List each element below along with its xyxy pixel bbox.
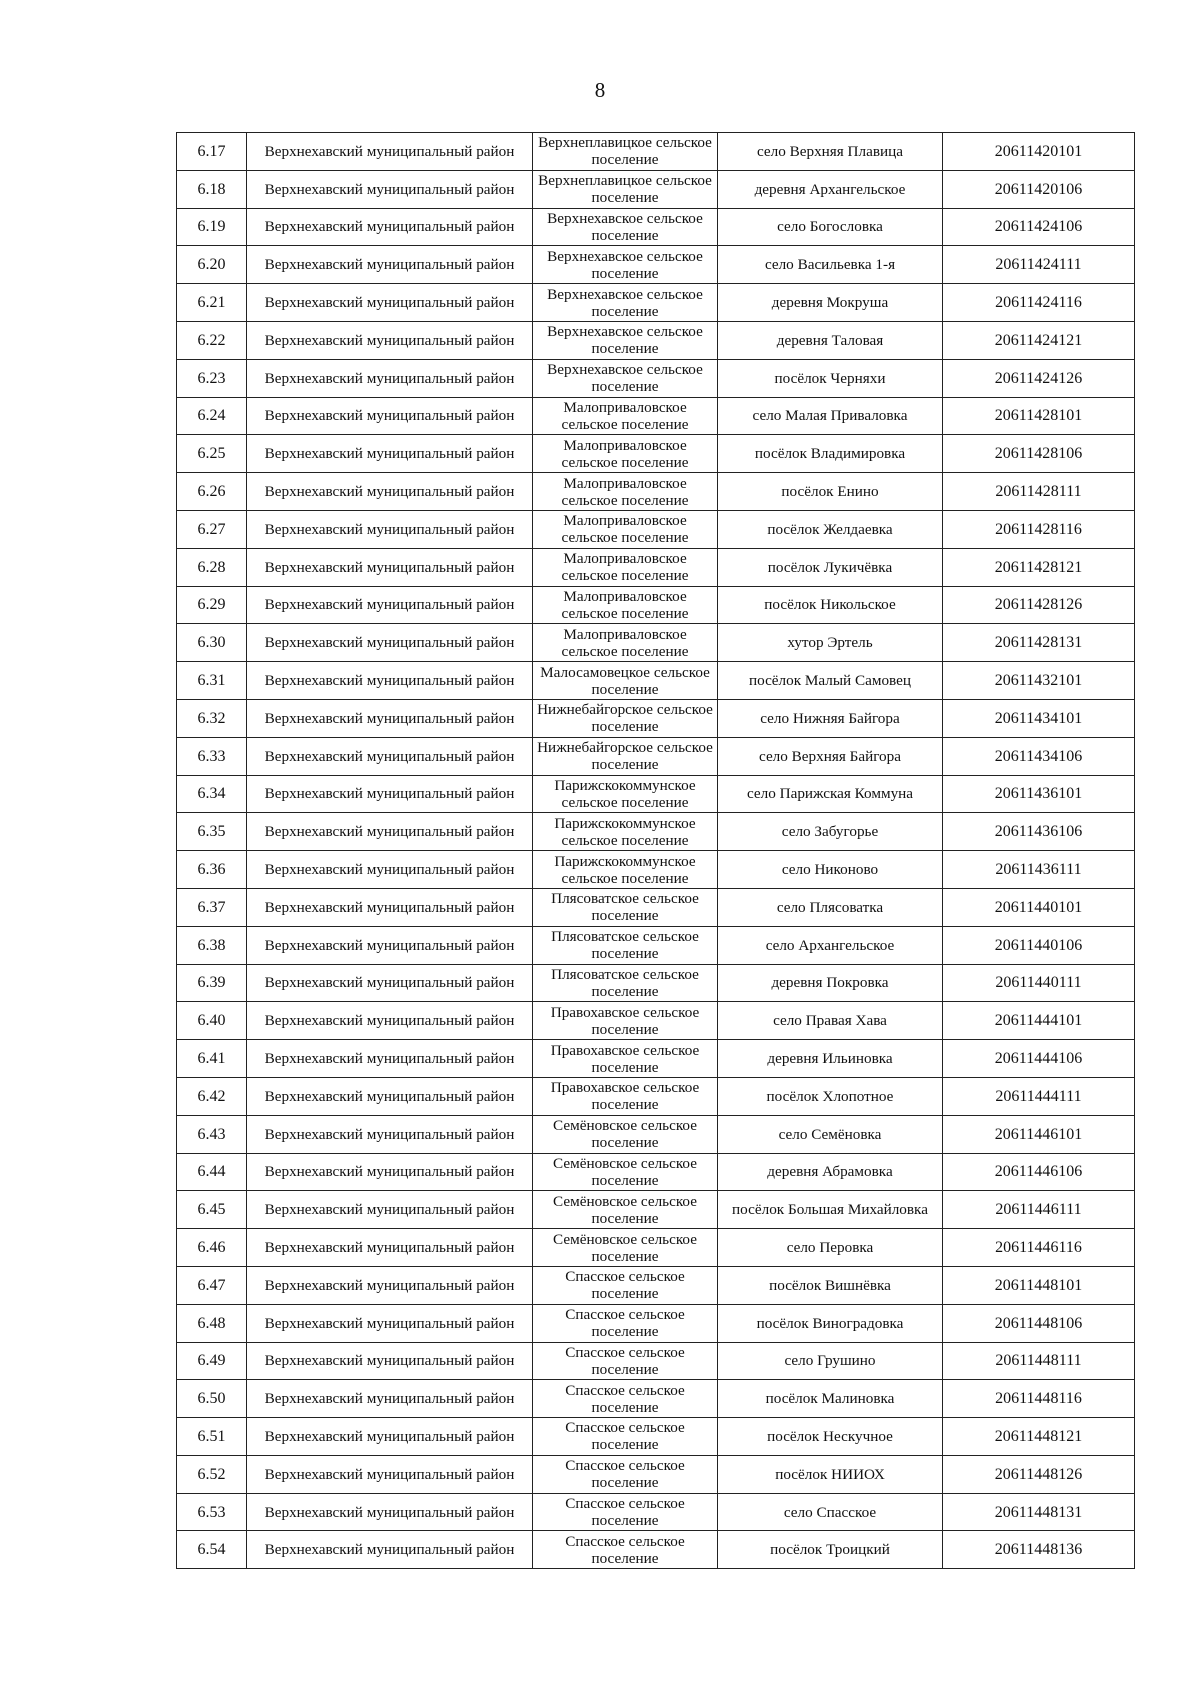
locality-cell: посёлок Малый Самовец xyxy=(718,662,943,700)
settlement-cell: Правохавское сельское поселение xyxy=(533,1040,718,1078)
district-cell: Верхнехавский муниципальный район xyxy=(247,1153,533,1191)
table-row xyxy=(177,208,1135,246)
oktmo-code-cell: 20611436106 xyxy=(943,813,1135,851)
district-cell: Верхнехавский муниципальный район xyxy=(247,208,533,246)
row-number-cell: 6.17 xyxy=(177,133,247,171)
oktmo-code-cell: 20611448126 xyxy=(943,1455,1135,1493)
district-cell: Верхнехавский муниципальный район xyxy=(247,888,533,926)
locality-cell: посёлок Никольское xyxy=(718,586,943,624)
district-cell: Верхнехавский муниципальный район xyxy=(247,1229,533,1267)
settlement-cell: Парижскокоммунское сельское поселение xyxy=(533,775,718,813)
table-row xyxy=(177,170,1135,208)
table-row xyxy=(177,510,1135,548)
district-cell: Верхнехавский муниципальный район xyxy=(247,1418,533,1456)
row-number-cell: 6.46 xyxy=(177,1229,247,1267)
district-cell: Верхнехавский муниципальный район xyxy=(247,359,533,397)
district-cell: Верхнехавский муниципальный район xyxy=(247,473,533,511)
district-cell: Верхнехавский муниципальный район xyxy=(247,1002,533,1040)
row-number-cell: 6.51 xyxy=(177,1418,247,1456)
locality-cell: посёлок Черняхи xyxy=(718,359,943,397)
table-row xyxy=(177,133,1135,171)
row-number-cell: 6.21 xyxy=(177,284,247,322)
oktmo-code-cell: 20611434106 xyxy=(943,737,1135,775)
table-row xyxy=(177,321,1135,359)
district-cell: Верхнехавский муниципальный район xyxy=(247,435,533,473)
district-cell: Верхнехавский муниципальный район xyxy=(247,813,533,851)
settlement-cell: Верхнехавское сельское поселение xyxy=(533,208,718,246)
locality-cell: село Никоново xyxy=(718,851,943,889)
locality-cell: село Верхняя Плавица xyxy=(718,133,943,171)
locality-cell: посёлок Нескучное xyxy=(718,1418,943,1456)
oktmo-code-cell: 20611448131 xyxy=(943,1493,1135,1531)
table-body xyxy=(177,133,1135,1569)
table-row xyxy=(177,586,1135,624)
settlement-cell: Малосамовецкое сельское поселение xyxy=(533,662,718,700)
oktmo-code-cell: 20611428106 xyxy=(943,435,1135,473)
oktmo-code-cell: 20611424126 xyxy=(943,359,1135,397)
oktmo-code-cell: 20611444101 xyxy=(943,1002,1135,1040)
district-cell: Верхнехавский муниципальный район xyxy=(247,1304,533,1342)
locality-cell: посёлок Вишнёвка xyxy=(718,1266,943,1304)
row-number-cell: 6.32 xyxy=(177,699,247,737)
table-row xyxy=(177,1304,1135,1342)
locality-cell: деревня Абрамовка xyxy=(718,1153,943,1191)
locality-cell: село Плясоватка xyxy=(718,888,943,926)
district-cell: Верхнехавский муниципальный район xyxy=(247,170,533,208)
oktmo-code-cell: 20611448136 xyxy=(943,1531,1135,1569)
oktmo-code-cell: 20611420106 xyxy=(943,170,1135,208)
table-row xyxy=(177,1493,1135,1531)
row-number-cell: 6.35 xyxy=(177,813,247,851)
oktmo-code-cell: 20611428101 xyxy=(943,397,1135,435)
row-number-cell: 6.23 xyxy=(177,359,247,397)
settlement-cell: Малоприваловское сельское поселение xyxy=(533,510,718,548)
oktmo-code-cell: 20611448121 xyxy=(943,1418,1135,1456)
locality-cell: село Правая Хава xyxy=(718,1002,943,1040)
row-number-cell: 6.49 xyxy=(177,1342,247,1380)
settlement-cell: Малоприваловское сельское поселение xyxy=(533,473,718,511)
oktmo-code-cell: 20611444111 xyxy=(943,1077,1135,1115)
settlement-cell: Спасское сельское поселение xyxy=(533,1455,718,1493)
district-cell: Верхнехавский муниципальный район xyxy=(247,964,533,1002)
table-row xyxy=(177,1229,1135,1267)
row-number-cell: 6.28 xyxy=(177,548,247,586)
locality-cell: село Спасское xyxy=(718,1493,943,1531)
settlement-cell: Малоприваловское сельское поселение xyxy=(533,586,718,624)
table-row xyxy=(177,1380,1135,1418)
oktmo-code-cell: 20611428121 xyxy=(943,548,1135,586)
oktmo-code-cell: 20611440106 xyxy=(943,926,1135,964)
table-row xyxy=(177,737,1135,775)
oktmo-code-cell: 20611446116 xyxy=(943,1229,1135,1267)
settlement-cell: Семёновское сельское поселение xyxy=(533,1153,718,1191)
oktmo-code-cell: 20611446106 xyxy=(943,1153,1135,1191)
oktmo-code-cell: 20611448111 xyxy=(943,1342,1135,1380)
row-number-cell: 6.38 xyxy=(177,926,247,964)
table-row xyxy=(177,813,1135,851)
table-row xyxy=(177,246,1135,284)
district-cell: Верхнехавский муниципальный район xyxy=(247,1455,533,1493)
table-row xyxy=(177,1115,1135,1153)
district-cell: Верхнехавский муниципальный район xyxy=(247,321,533,359)
table-row xyxy=(177,1077,1135,1115)
table-row xyxy=(177,1455,1135,1493)
district-cell: Верхнехавский муниципальный район xyxy=(247,1040,533,1078)
table-row xyxy=(177,1531,1135,1569)
oktmo-code-cell: 20611434101 xyxy=(943,699,1135,737)
row-number-cell: 6.40 xyxy=(177,1002,247,1040)
row-number-cell: 6.54 xyxy=(177,1531,247,1569)
settlement-cell: Плясоватское сельское поселение xyxy=(533,964,718,1002)
locality-cell: хутор Эртель xyxy=(718,624,943,662)
oktmo-code-cell: 20611446101 xyxy=(943,1115,1135,1153)
row-number-cell: 6.53 xyxy=(177,1493,247,1531)
district-cell: Верхнехавский муниципальный район xyxy=(247,397,533,435)
row-number-cell: 6.37 xyxy=(177,888,247,926)
oktmo-code-cell: 20611428126 xyxy=(943,586,1135,624)
settlement-cell: Верхнехавское сельское поселение xyxy=(533,246,718,284)
locality-cell: село Парижская Коммуна xyxy=(718,775,943,813)
locality-cell: деревня Покровка xyxy=(718,964,943,1002)
locality-cell: посёлок Виноградовка xyxy=(718,1304,943,1342)
table-row xyxy=(177,435,1135,473)
oktmo-code-cell: 20611446111 xyxy=(943,1191,1135,1229)
table-row xyxy=(177,624,1135,662)
row-number-cell: 6.31 xyxy=(177,662,247,700)
settlement-cell: Малоприваловское сельское поселение xyxy=(533,397,718,435)
table-row xyxy=(177,699,1135,737)
district-cell: Верхнехавский муниципальный район xyxy=(247,624,533,662)
settlement-cell: Плясоватское сельское поселение xyxy=(533,926,718,964)
table-row xyxy=(177,473,1135,511)
table-row xyxy=(177,1418,1135,1456)
settlement-cell: Спасское сельское поселение xyxy=(533,1380,718,1418)
row-number-cell: 6.39 xyxy=(177,964,247,1002)
oktmo-code-cell: 20611436101 xyxy=(943,775,1135,813)
table-row xyxy=(177,775,1135,813)
settlement-cell: Плясоватское сельское поселение xyxy=(533,888,718,926)
table-row xyxy=(177,1342,1135,1380)
locality-cell: деревня Ильиновка xyxy=(718,1040,943,1078)
district-cell: Верхнехавский муниципальный район xyxy=(247,1493,533,1531)
locality-cell: деревня Архангельское xyxy=(718,170,943,208)
district-cell: Верхнехавский муниципальный район xyxy=(247,510,533,548)
row-number-cell: 6.26 xyxy=(177,473,247,511)
locality-cell: село Архангельское xyxy=(718,926,943,964)
oktmo-code-cell: 20611424106 xyxy=(943,208,1135,246)
table-row xyxy=(177,1040,1135,1078)
district-cell: Верхнехавский муниципальный район xyxy=(247,662,533,700)
settlement-cell: Нижнебайгорское сельское поселение xyxy=(533,737,718,775)
localities-table xyxy=(176,132,1135,1569)
row-number-cell: 6.25 xyxy=(177,435,247,473)
row-number-cell: 6.41 xyxy=(177,1040,247,1078)
table-row xyxy=(177,851,1135,889)
row-number-cell: 6.44 xyxy=(177,1153,247,1191)
oktmo-code-cell: 20611428116 xyxy=(943,510,1135,548)
settlement-cell: Спасское сельское поселение xyxy=(533,1342,718,1380)
oktmo-code-cell: 20611448106 xyxy=(943,1304,1135,1342)
district-cell: Верхнехавский муниципальный район xyxy=(247,586,533,624)
locality-cell: деревня Таловая xyxy=(718,321,943,359)
locality-cell: село Забугорье xyxy=(718,813,943,851)
settlement-cell: Малоприваловское сельское поселение xyxy=(533,435,718,473)
row-number-cell: 6.47 xyxy=(177,1266,247,1304)
district-cell: Верхнехавский муниципальный район xyxy=(247,133,533,171)
district-cell: Верхнехавский муниципальный район xyxy=(247,775,533,813)
row-number-cell: 6.22 xyxy=(177,321,247,359)
locality-cell: село Нижняя Байгора xyxy=(718,699,943,737)
locality-cell: посёлок Владимировка xyxy=(718,435,943,473)
locality-cell: село Перовка xyxy=(718,1229,943,1267)
row-number-cell: 6.45 xyxy=(177,1191,247,1229)
settlement-cell: Парижскокоммунское сельское поселение xyxy=(533,813,718,851)
district-cell: Верхнехавский муниципальный район xyxy=(247,548,533,586)
oktmo-code-cell: 20611420101 xyxy=(943,133,1135,171)
locality-cell: посёлок Малиновка xyxy=(718,1380,943,1418)
settlement-cell: Спасское сельское поселение xyxy=(533,1418,718,1456)
oktmo-code-cell: 20611424121 xyxy=(943,321,1135,359)
locality-cell: деревня Мокруша xyxy=(718,284,943,322)
settlement-cell: Семёновское сельское поселение xyxy=(533,1191,718,1229)
table-row xyxy=(177,1153,1135,1191)
oktmo-code-cell: 20611444106 xyxy=(943,1040,1135,1078)
settlement-cell: Семёновское сельское поселение xyxy=(533,1229,718,1267)
settlement-cell: Верхнеплавицкое сельское поселение xyxy=(533,170,718,208)
table-row xyxy=(177,926,1135,964)
oktmo-code-cell: 20611448116 xyxy=(943,1380,1135,1418)
table-row xyxy=(177,359,1135,397)
locality-cell: село Васильевка 1-я xyxy=(718,246,943,284)
oktmo-code-cell: 20611424111 xyxy=(943,246,1135,284)
settlement-cell: Малоприваловское сельское поселение xyxy=(533,624,718,662)
row-number-cell: 6.29 xyxy=(177,586,247,624)
row-number-cell: 6.42 xyxy=(177,1077,247,1115)
settlement-cell: Спасское сельское поселение xyxy=(533,1493,718,1531)
locality-cell: посёлок Лукичёвка xyxy=(718,548,943,586)
district-cell: Верхнехавский муниципальный район xyxy=(247,1266,533,1304)
table-row xyxy=(177,888,1135,926)
row-number-cell: 6.36 xyxy=(177,851,247,889)
oktmo-code-cell: 20611428131 xyxy=(943,624,1135,662)
table-row xyxy=(177,964,1135,1002)
table-row xyxy=(177,397,1135,435)
district-cell: Верхнехавский муниципальный район xyxy=(247,1077,533,1115)
district-cell: Верхнехавский муниципальный район xyxy=(247,699,533,737)
locality-cell: село Верхняя Байгора xyxy=(718,737,943,775)
settlement-cell: Парижскокоммунское сельское поселение xyxy=(533,851,718,889)
row-number-cell: 6.50 xyxy=(177,1380,247,1418)
row-number-cell: 6.34 xyxy=(177,775,247,813)
district-cell: Верхнехавский муниципальный район xyxy=(247,1531,533,1569)
district-cell: Верхнехавский муниципальный район xyxy=(247,1380,533,1418)
row-number-cell: 6.24 xyxy=(177,397,247,435)
locality-cell: посёлок Желдаевка xyxy=(718,510,943,548)
settlement-cell: Правохавское сельское поселение xyxy=(533,1077,718,1115)
table-row xyxy=(177,548,1135,586)
settlement-cell: Верхнеплавицкое сельское поселение xyxy=(533,133,718,171)
table-row xyxy=(177,1002,1135,1040)
locality-cell: посёлок Енино xyxy=(718,473,943,511)
locality-cell: посёлок Большая Михайловка xyxy=(718,1191,943,1229)
settlement-cell: Нижнебайгорское сельское поселение xyxy=(533,699,718,737)
page-number: 8 xyxy=(594,78,606,102)
oktmo-code-cell: 20611448101 xyxy=(943,1266,1135,1304)
locality-cell: посёлок Хлопотное xyxy=(718,1077,943,1115)
row-number-cell: 6.20 xyxy=(177,246,247,284)
locality-cell: посёлок Троицкий xyxy=(718,1531,943,1569)
district-cell: Верхнехавский муниципальный район xyxy=(247,1191,533,1229)
settlement-cell: Малоприваловское сельское поселение xyxy=(533,548,718,586)
row-number-cell: 6.27 xyxy=(177,510,247,548)
settlement-cell: Правохавское сельское поселение xyxy=(533,1002,718,1040)
settlement-cell: Верхнехавское сельское поселение xyxy=(533,321,718,359)
locality-cell: посёлок НИИОХ xyxy=(718,1455,943,1493)
row-number-cell: 6.33 xyxy=(177,737,247,775)
settlement-cell: Спасское сельское поселение xyxy=(533,1531,718,1569)
row-number-cell: 6.48 xyxy=(177,1304,247,1342)
locality-cell: село Малая Приваловка xyxy=(718,397,943,435)
district-cell: Верхнехавский муниципальный район xyxy=(247,1115,533,1153)
settlement-cell: Верхнехавское сельское поселение xyxy=(533,284,718,322)
settlement-cell: Спасское сельское поселение xyxy=(533,1304,718,1342)
district-cell: Верхнехавский муниципальный район xyxy=(247,851,533,889)
oktmo-code-cell: 20611432101 xyxy=(943,662,1135,700)
oktmo-code-cell: 20611428111 xyxy=(943,473,1135,511)
table-row xyxy=(177,284,1135,322)
row-number-cell: 6.19 xyxy=(177,208,247,246)
settlement-cell: Семёновское сельское поселение xyxy=(533,1115,718,1153)
settlement-cell: Спасское сельское поселение xyxy=(533,1266,718,1304)
settlement-cell: Верхнехавское сельское поселение xyxy=(533,359,718,397)
table-row xyxy=(177,662,1135,700)
district-cell: Верхнехавский муниципальный район xyxy=(247,284,533,322)
locality-cell: село Семёновка xyxy=(718,1115,943,1153)
table-row xyxy=(177,1191,1135,1229)
locality-cell: село Богословка xyxy=(718,208,943,246)
district-cell: Верхнехавский муниципальный район xyxy=(247,737,533,775)
row-number-cell: 6.52 xyxy=(177,1455,247,1493)
oktmo-code-cell: 20611424116 xyxy=(943,284,1135,322)
row-number-cell: 6.43 xyxy=(177,1115,247,1153)
oktmo-code-cell: 20611436111 xyxy=(943,851,1135,889)
district-cell: Верхнехавский муниципальный район xyxy=(247,1342,533,1380)
district-cell: Верхнехавский муниципальный район xyxy=(247,246,533,284)
oktmo-code-cell: 20611440111 xyxy=(943,964,1135,1002)
locality-cell: село Грушино xyxy=(718,1342,943,1380)
row-number-cell: 6.18 xyxy=(177,170,247,208)
table-row xyxy=(177,1266,1135,1304)
district-cell: Верхнехавский муниципальный район xyxy=(247,926,533,964)
oktmo-code-cell: 20611440101 xyxy=(943,888,1135,926)
row-number-cell: 6.30 xyxy=(177,624,247,662)
